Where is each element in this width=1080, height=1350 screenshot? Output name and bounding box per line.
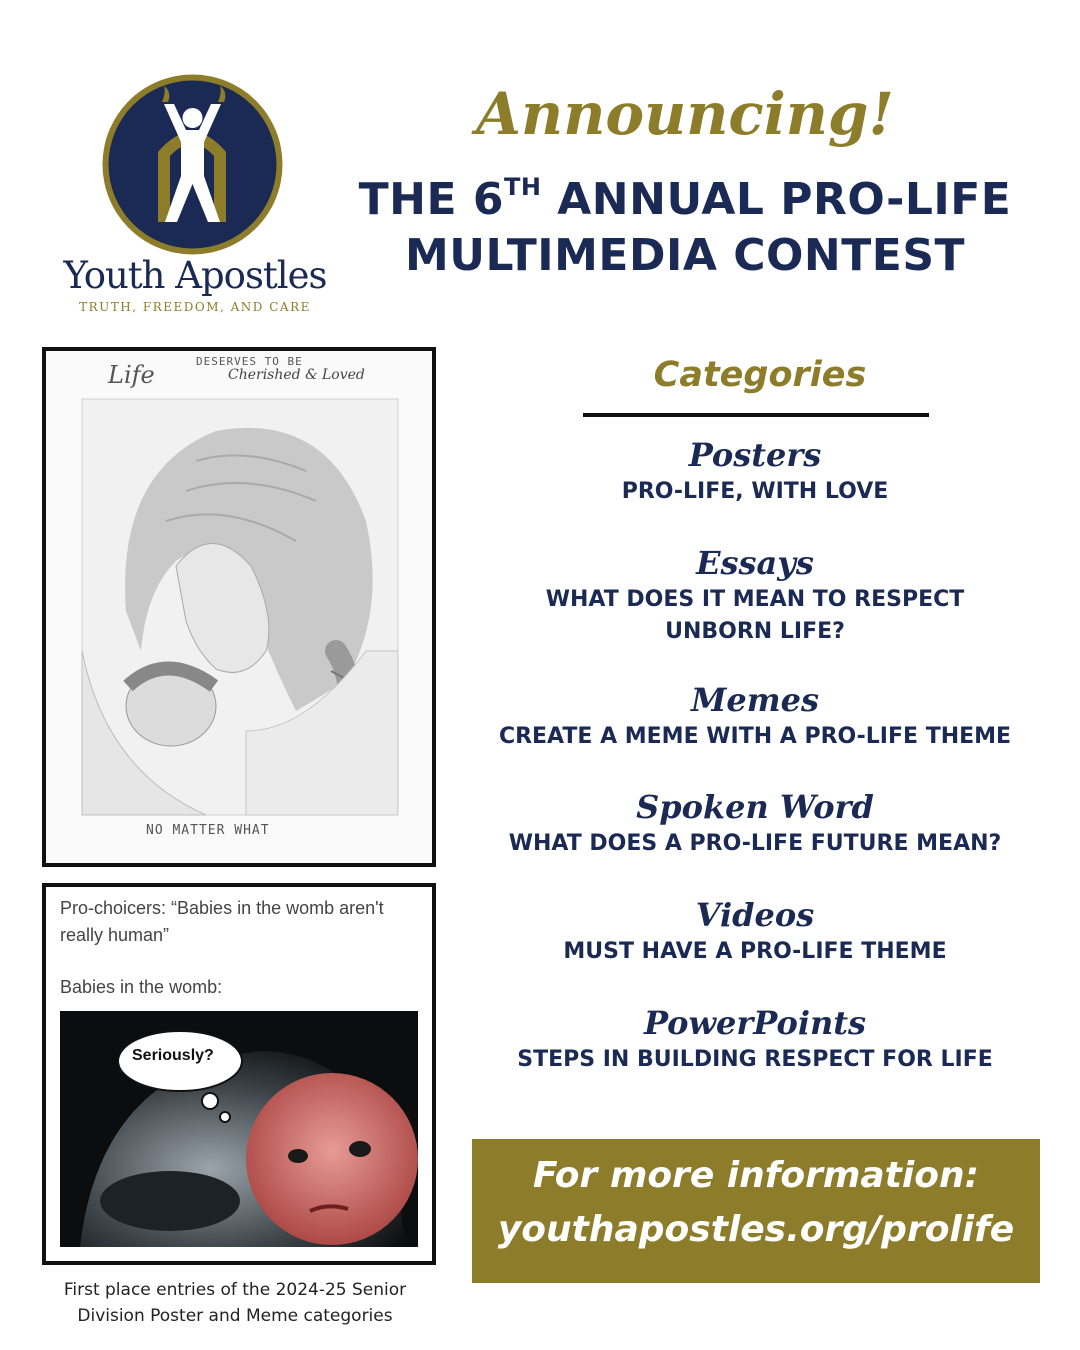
meme-image xyxy=(42,883,436,1265)
category-desc: MUST HAVE A PRO-LIFE THEME xyxy=(563,939,947,964)
poster-text-bottom: NO MATTER WHAT xyxy=(146,823,270,838)
category-desc: WHAT DOES IT MEAN TO RESPECT UNBORN LIFE? xyxy=(545,587,965,644)
page-title xyxy=(330,172,1040,284)
info-url-link[interactable]: youthapostles.org/prolife xyxy=(497,1209,1015,1250)
poster-artwork xyxy=(42,347,436,867)
person-arms-raised-icon xyxy=(100,72,285,257)
category-name: Videos xyxy=(695,896,815,934)
announce-heading: Announcing! xyxy=(476,80,894,148)
category-name: Essays xyxy=(696,544,814,582)
category-desc: WHAT DOES A PRO-LIFE FUTURE MEAN? xyxy=(508,831,1002,856)
title-line1-rest: ANNUAL PRO-LIFE xyxy=(541,174,1012,225)
category-desc: PRO-LIFE, WITH LOVE xyxy=(621,479,889,504)
meme-bubble-text: Seriously? xyxy=(132,1047,214,1064)
category-name: Spoken Word xyxy=(636,788,874,826)
meme-caption-top: Pro-choicers: “Babies in the womb aren't really human” xyxy=(60,898,384,945)
categories-heading: Categories xyxy=(653,355,867,395)
pencil-drawing-icon xyxy=(46,351,432,863)
logo xyxy=(60,68,330,328)
title-prefix: THE 6 xyxy=(358,174,504,225)
info-box xyxy=(472,1139,1040,1283)
title-ordinal: TH xyxy=(503,173,542,201)
logo-name: Youth Apostles xyxy=(63,254,327,297)
poster-text-cherished: Cherished & Loved xyxy=(228,367,365,383)
ultrasound-image xyxy=(60,1011,418,1247)
info-label: For more information: xyxy=(533,1155,979,1196)
category-desc: CREATE A MEME WITH A PRO-LIFE THEME xyxy=(498,724,1012,749)
poster-text-life: Life xyxy=(108,361,155,389)
photo-caption: First place entries of the 2024-25 Senior Division Poster and Meme categories xyxy=(63,1280,407,1326)
category-desc: STEPS IN BUILDING RESPECT FOR LIFE xyxy=(517,1047,993,1072)
category-name: Posters xyxy=(688,436,822,474)
title-line2: MULTIMEDIA CONTEST xyxy=(404,230,966,281)
category-name: PowerPoints xyxy=(643,1004,867,1042)
categories-divider xyxy=(583,413,929,417)
meme-caption-bottom: Babies in the womb: xyxy=(60,977,223,997)
poster-text-deserves: DESERVES TO BE xyxy=(196,355,303,368)
logo-tagline: TRUTH, FREEDOM, AND CARE xyxy=(79,300,311,314)
category-name: Memes xyxy=(690,681,819,719)
